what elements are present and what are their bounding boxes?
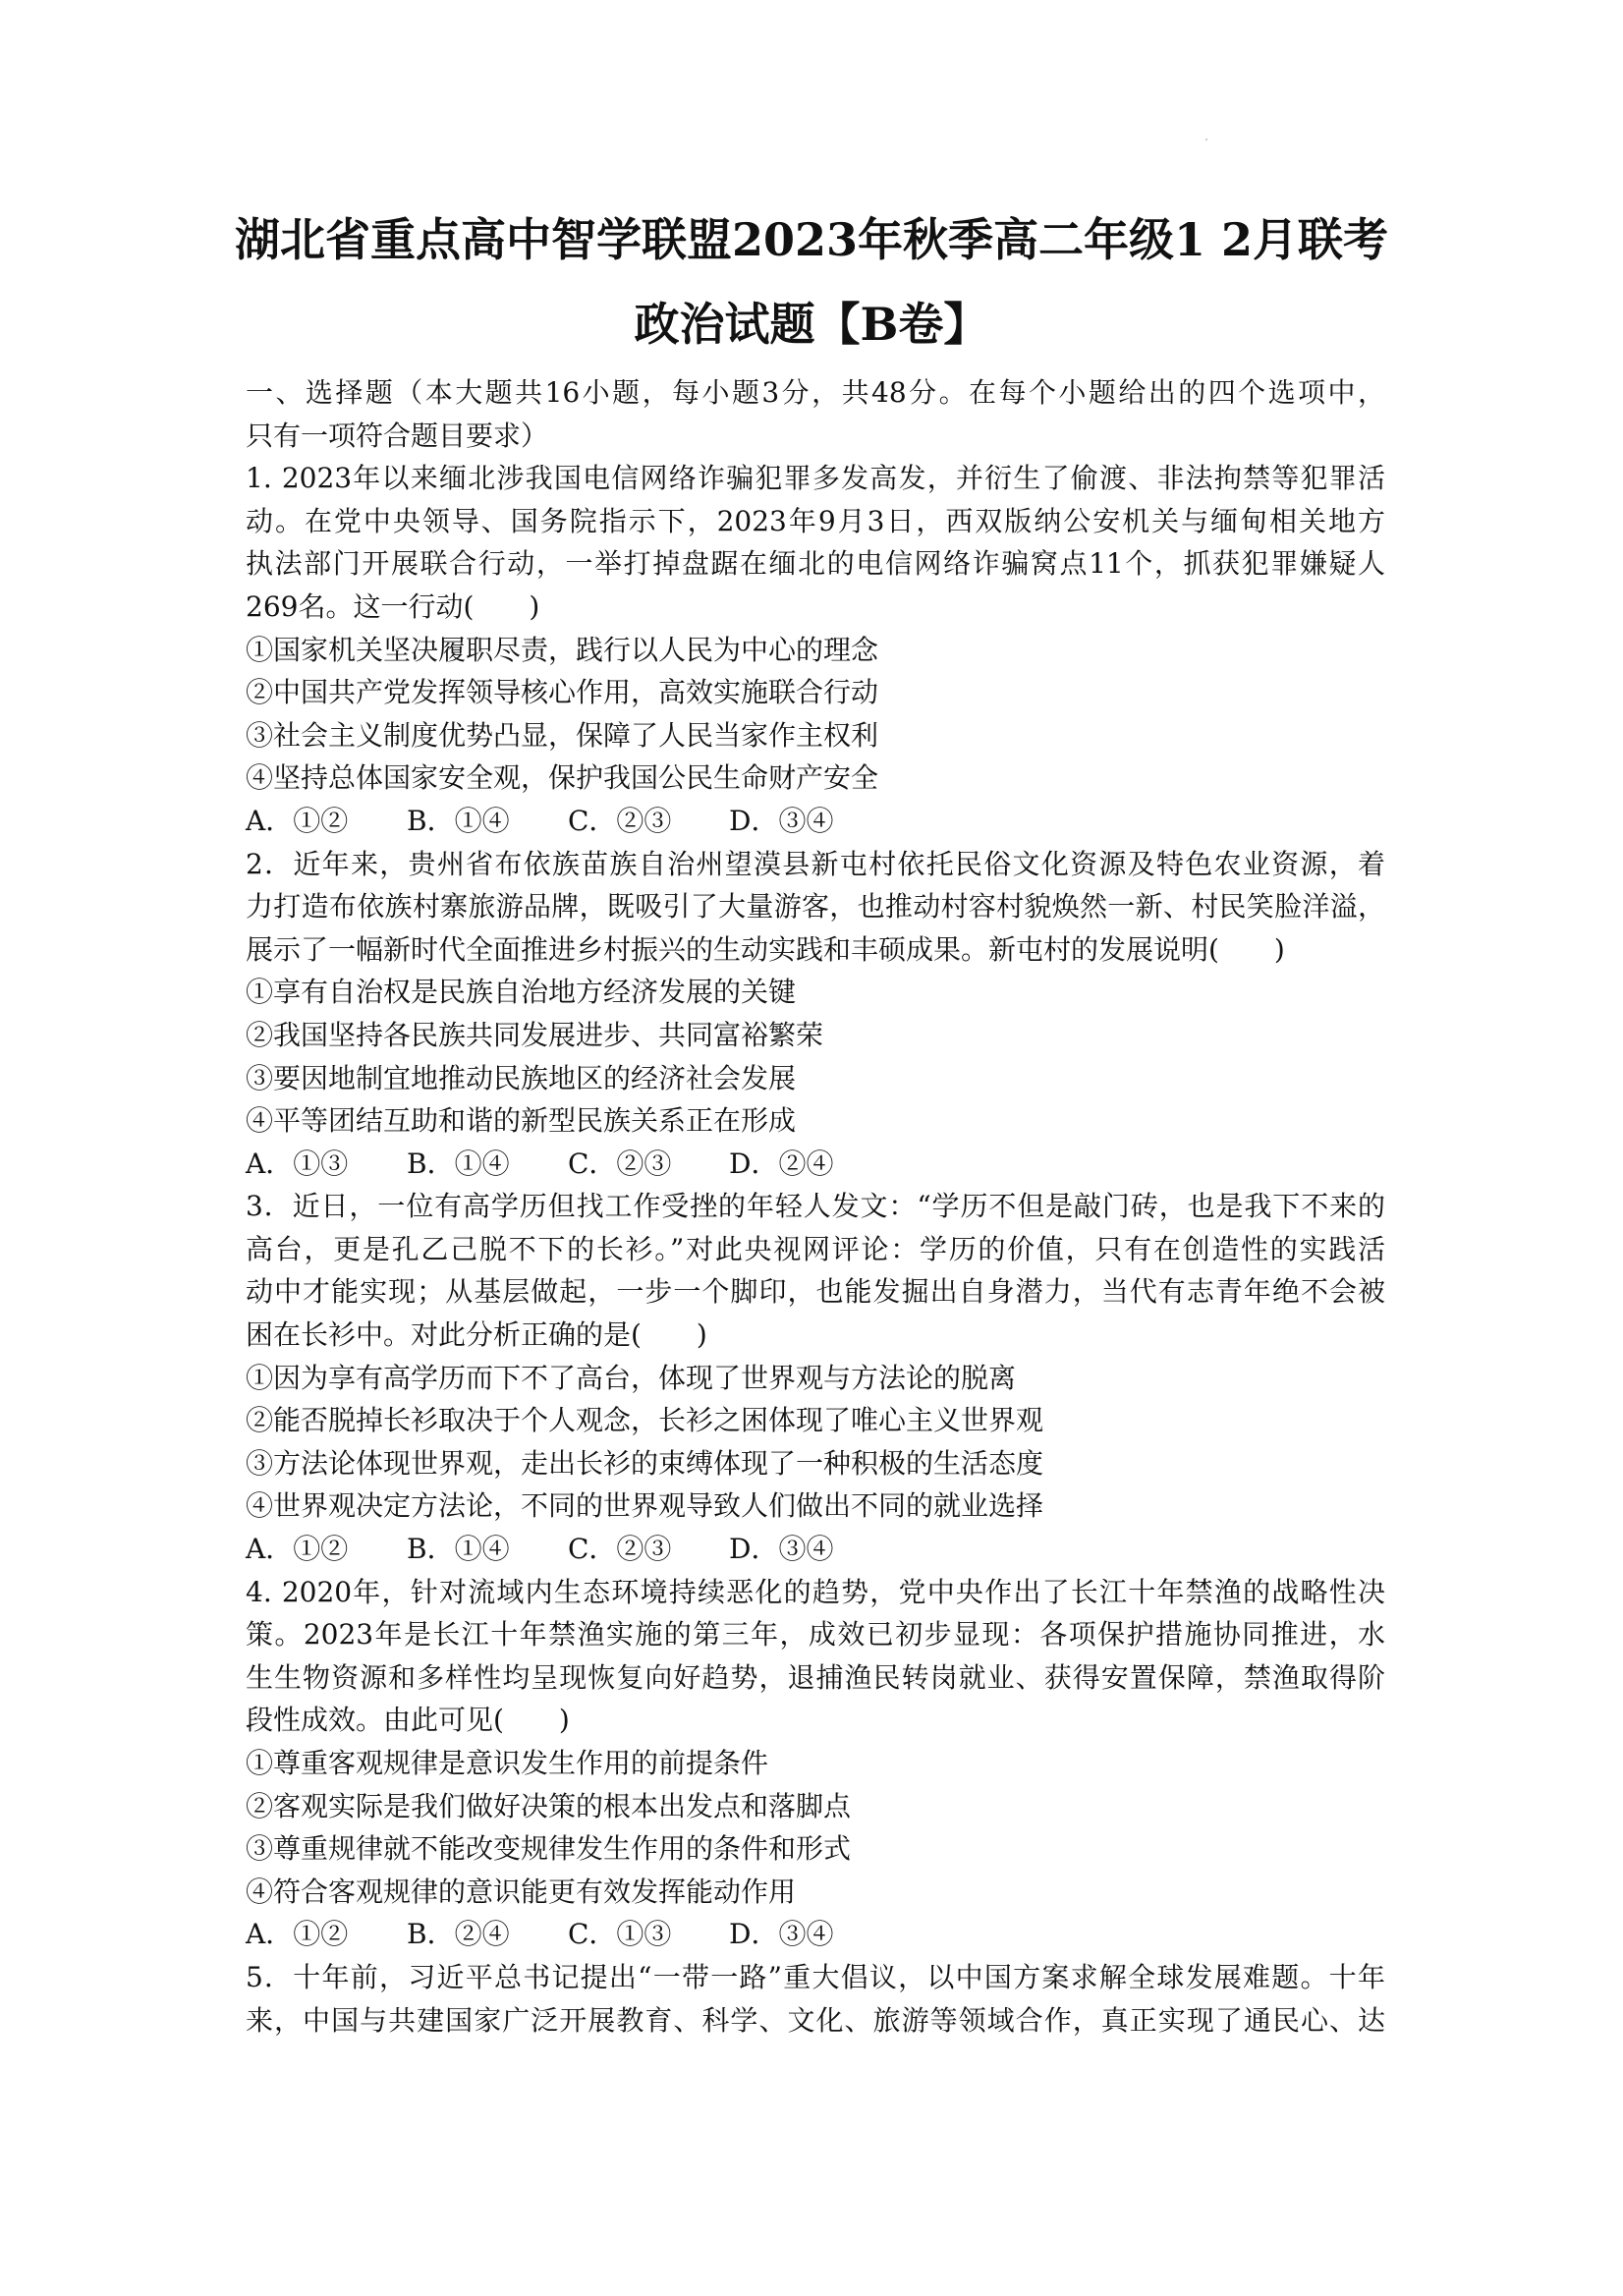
- option-d: D．②④: [729, 1147, 834, 1180]
- option-a: A．①②: [246, 1533, 349, 1566]
- question-stem-line: 5．十年前，习近平总书记提出“一带一路”重大倡议，以中国方案求解全球发展难题。十年: [246, 1960, 1385, 1993]
- option-d: D．③④: [729, 1918, 834, 1951]
- question-3: [246, 1185, 1385, 1570]
- statement: ③方法论体现世界观，走出长衫的束缚体现了一种积极的生活态度: [246, 1446, 1044, 1480]
- statement: ④平等团结互助和谐的新型民族关系正在形成: [246, 1104, 797, 1138]
- answer-options: [246, 800, 1385, 843]
- statement: ③社会主义制度优势凸显，保障了人民当家作主权利: [246, 718, 879, 752]
- option-c: C．②③: [568, 1147, 672, 1180]
- option-b: B．①④: [407, 1533, 510, 1566]
- question-stem-line: 4. 2020年，针对流域内生态环境持续恶化的趋势，党中央作出了长江十年禁渔的战略性决: [246, 1575, 1385, 1608]
- exam-title: 湖北省重点高中智学联盟2023年秋季高二年级1 2月联考: [234, 213, 1389, 266]
- question-stem-line: 2．近年来，贵州省布依族苗族自治州望漠县新屯村依托民俗文化资源及特色农业资源，着: [246, 847, 1385, 880]
- statement: ③要因地制宜地推动民族地区的经济社会发展: [246, 1061, 797, 1094]
- question-5: [246, 1956, 1385, 2042]
- statement: ①尊重客观规律是意识发生作用的前提条件: [246, 1747, 769, 1779]
- question-stem-line: 段性成效。由此可见( ): [246, 1704, 570, 1737]
- option-c: C．①③: [568, 1918, 672, 1951]
- question-stem-line: 高台，更是孔乙己脱不下的长衫。”对此央视网评论：学历的价值，只有在创造性的实践活: [246, 1232, 1385, 1265]
- question-stem-line: 困在长衫中。对此分析正确的是( ): [246, 1318, 707, 1352]
- question-stem-line: 策。2023年是长江十年禁渔实施的第三年，成效已初步显现：各项保护措施协同推进，水: [246, 1618, 1385, 1652]
- exam-content: [246, 371, 1385, 2042]
- section-intro-line: 一、选择题（本大题共16小题，每小题3分，共48分。在每个小题给出的四个选项中，: [246, 376, 1385, 409]
- question-stem-line: 展示了一幅新时代全面推进乡村振兴的生动实践和丰硕成果。新屯村的发展说明( ): [246, 932, 1285, 966]
- question-stem-line: 来，中国与共建国家广泛开展教育、科学、文化、旅游等领域合作，真正实现了通民心、达: [246, 2003, 1385, 2037]
- scan-speck: [1205, 139, 1207, 140]
- question-stem-line: 动中才能实现；从基层做起，一步一个脚印，也能发掘出自身潜力，当代有志青年绝不会被: [246, 1275, 1385, 1309]
- question-2: [246, 843, 1385, 1186]
- answer-options: [246, 1528, 1385, 1571]
- section-intro: [246, 371, 1385, 457]
- statement: ④坚持总体国家安全观，保护我国公民生命财产安全: [246, 761, 879, 795]
- statement: ①享有自治权是民族自治地方经济发展的关键: [246, 976, 797, 1009]
- statement: ①国家机关坚决履职尽责，践行以人民为中心的理念: [246, 633, 879, 666]
- option-b: B．①④: [407, 804, 510, 837]
- statement: ②能否脱掉长衫取决于个人观念，长衫之困体现了唯心主义世界观: [246, 1404, 1044, 1437]
- question-stem-line: 动。在党中央领导、国务院指示下，2023年9月3日，西双版纳公安机关与缅甸相关地方: [246, 504, 1385, 537]
- question-stem-line: 269名。这一行动( ): [246, 589, 540, 623]
- question-4: [246, 1571, 1385, 1956]
- option-c: C．②③: [568, 804, 672, 837]
- question-stem-line: 力打造布依族村寨旅游品牌，既吸引了大量游客，也推动村容村貌焕然一新、村民笑脸洋溢，: [246, 890, 1385, 924]
- question-stem-line: 生生物资源和多样性均呈现恢复向好趋势，退捕渔民转岗就业、获得安置保障，禁渔取得阶: [246, 1660, 1385, 1694]
- option-a: A．①②: [246, 804, 349, 837]
- question-1: [246, 457, 1385, 842]
- statement: ①因为享有高学历而下不了高台，体现了世界观与方法论的脱离: [246, 1361, 1017, 1394]
- statement: ②中国共产党发挥领导核心作用，高效实施联合行动: [246, 676, 879, 709]
- question-stem-line: 1. 2023年以来缅北涉我国电信网络诈骗犯罪多发高发，并衍生了偷渡、非法拘禁等犯罪活: [246, 462, 1385, 495]
- option-b: B．①④: [407, 1147, 510, 1180]
- answer-options: [246, 1143, 1385, 1186]
- option-c: C．②③: [568, 1533, 672, 1566]
- statement: ③尊重规律就不能改变规律发生作用的条件和形式: [246, 1832, 852, 1866]
- section-intro-line: 只有一项符合题目要求）: [246, 419, 549, 452]
- option-a: A．①③: [246, 1147, 349, 1180]
- statement: ②客观实际是我们做好决策的根本出发点和落脚点: [246, 1789, 852, 1822]
- option-d: D．③④: [729, 804, 834, 837]
- statement: ④世界观决定方法论，不同的世界观导致人们做出不同的就业选择: [246, 1489, 1044, 1523]
- question-stem-line: 执法部门开展联合行动，一举打掉盘踞在缅北的电信网络诈骗窝点11个，抓获犯罪嫌疑人: [246, 547, 1385, 581]
- answer-options: [246, 1913, 1385, 1956]
- statement: ④符合客观规律的意识能更有效发挥能动作用: [246, 1875, 797, 1908]
- option-a: A．①②: [246, 1918, 349, 1951]
- option-d: D．③④: [729, 1533, 834, 1566]
- option-b: B．②④: [407, 1918, 510, 1951]
- question-stem-line: 3．近日，一位有高学历但找工作受挫的年轻人发文：“学历不但是敲门砖，也是我下不来的: [246, 1190, 1385, 1223]
- statement: ②我国坚持各民族共同发展进步、共同富裕繁荣: [246, 1018, 824, 1051]
- exam-subtitle: 政治试题【B卷】: [634, 298, 989, 351]
